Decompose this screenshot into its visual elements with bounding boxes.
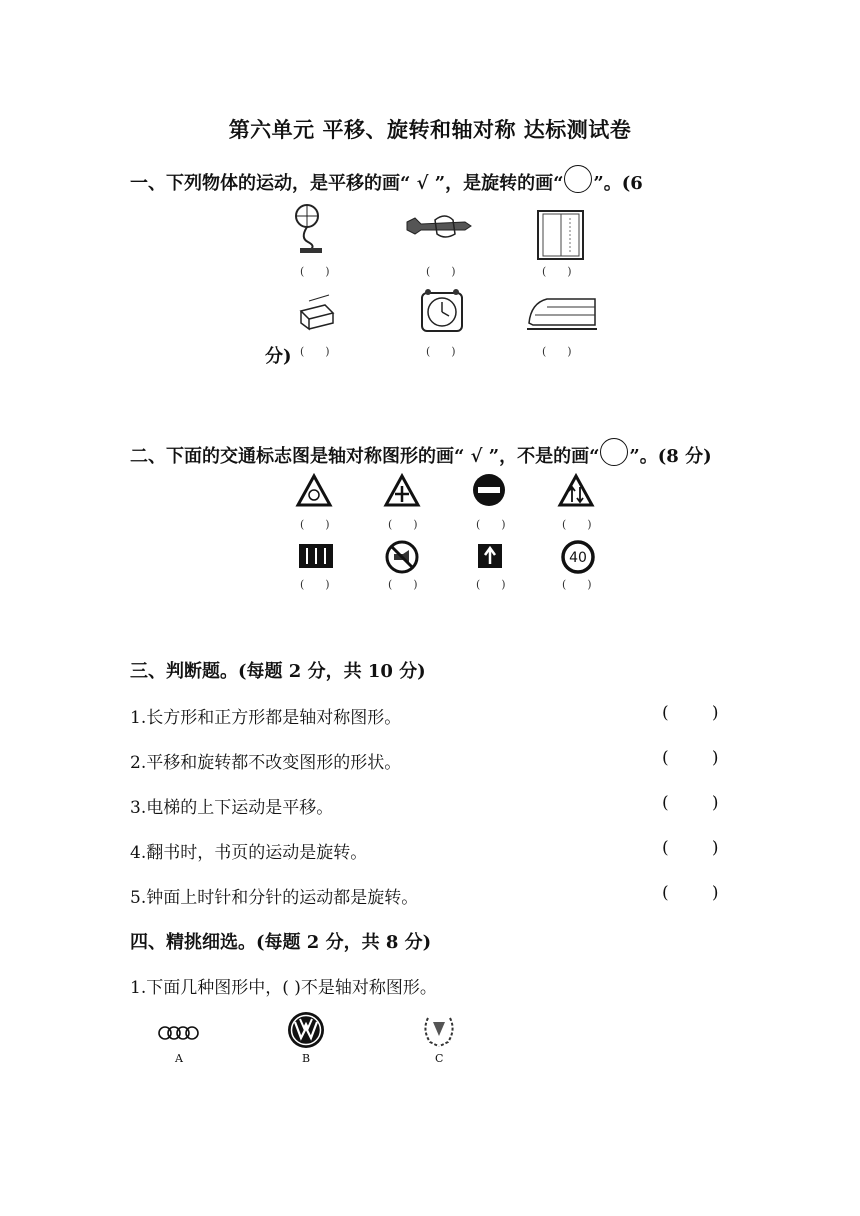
answer-paren[interactable]: ( )	[300, 345, 330, 358]
lane-sign-icon	[298, 543, 334, 569]
audi-rings-logo-icon	[158, 1025, 200, 1041]
speed-limit-sign-icon	[561, 540, 595, 574]
speed-limit-value: 40	[569, 550, 587, 566]
one-way-sign-icon	[477, 543, 503, 569]
judgement-question: 3.电梯的上下运动是平移。	[130, 798, 334, 818]
circle-symbol-icon	[564, 165, 592, 193]
answer-paren[interactable]: ( )	[662, 703, 719, 723]
choice-question: 1.下面几种图形中，( )不是轴对称图形。	[130, 978, 437, 998]
answer-paren[interactable]: ( )	[426, 345, 456, 358]
drawer-image	[295, 293, 340, 333]
sliding-window-image	[535, 208, 590, 263]
answer-paren[interactable]: ( )	[562, 578, 592, 591]
answer-paren[interactable]: ( )	[300, 518, 330, 531]
answer-paren[interactable]: ( )	[426, 265, 456, 278]
vw-logo-icon	[287, 1011, 325, 1049]
wreath-emblem-logo-icon	[420, 1012, 458, 1048]
option-label[interactable]: A	[175, 1052, 183, 1065]
alarm-clock-image	[418, 288, 468, 336]
answer-paren[interactable]: ( )	[300, 265, 330, 278]
judgement-question: 2.平移和旋转都不改变图形的形状。	[130, 753, 402, 773]
section3-heading: 三、判断题。(每题 2 分，共 10 分)	[130, 661, 426, 682]
section1-heading-continued: 分)	[265, 346, 292, 367]
answer-paren[interactable]: ( )	[388, 578, 418, 591]
answer-paren[interactable]: ( )	[300, 578, 330, 591]
answer-paren[interactable]: ( )	[542, 265, 572, 278]
section2-heading: 二、下面的交通标志图是轴对称图形的画“ √ ”，不是的画“ ”。(8 分)	[130, 438, 712, 468]
no-honking-sign-icon	[385, 540, 419, 574]
answer-paren[interactable]: ( )	[476, 578, 506, 591]
option-label[interactable]: B	[302, 1052, 311, 1065]
roundabout-sign-icon	[296, 474, 332, 508]
desk-fan-image	[290, 202, 330, 257]
circle-symbol-icon	[600, 438, 628, 466]
section1-heading: 一、下列物体的运动，是平移的画“ √ ”，是旋转的画“ ”。(6	[130, 165, 643, 195]
option-label[interactable]: C	[435, 1052, 444, 1065]
wrench-image	[405, 212, 475, 242]
no-entry-sign-icon	[472, 473, 506, 507]
answer-paren[interactable]: ( )	[662, 793, 719, 813]
page-title: 第六单元 平移、旋转和轴对称 达标测试卷	[228, 117, 632, 142]
judgement-question: 4.翻书时，书页的运动是旋转。	[130, 843, 368, 863]
answer-paren[interactable]: ( )	[662, 883, 719, 903]
section4-heading: 四、精挑细选。(每题 2 分，共 8 分)	[130, 932, 432, 953]
train-image	[525, 293, 600, 333]
crossroad-sign-icon	[384, 474, 420, 508]
answer-paren[interactable]: ( )	[662, 748, 719, 768]
two-way-traffic-sign-icon	[558, 474, 594, 508]
judgement-question: 1.长方形和正方形都是轴对称图形。	[130, 708, 402, 728]
answer-paren[interactable]: ( )	[662, 838, 719, 858]
judgement-question: 5.钟面上时针和分针的运动都是旋转。	[130, 888, 419, 908]
answer-paren[interactable]: ( )	[562, 518, 592, 531]
answer-paren[interactable]: ( )	[388, 518, 418, 531]
answer-paren[interactable]: ( )	[542, 345, 572, 358]
answer-paren[interactable]: ( )	[476, 518, 506, 531]
